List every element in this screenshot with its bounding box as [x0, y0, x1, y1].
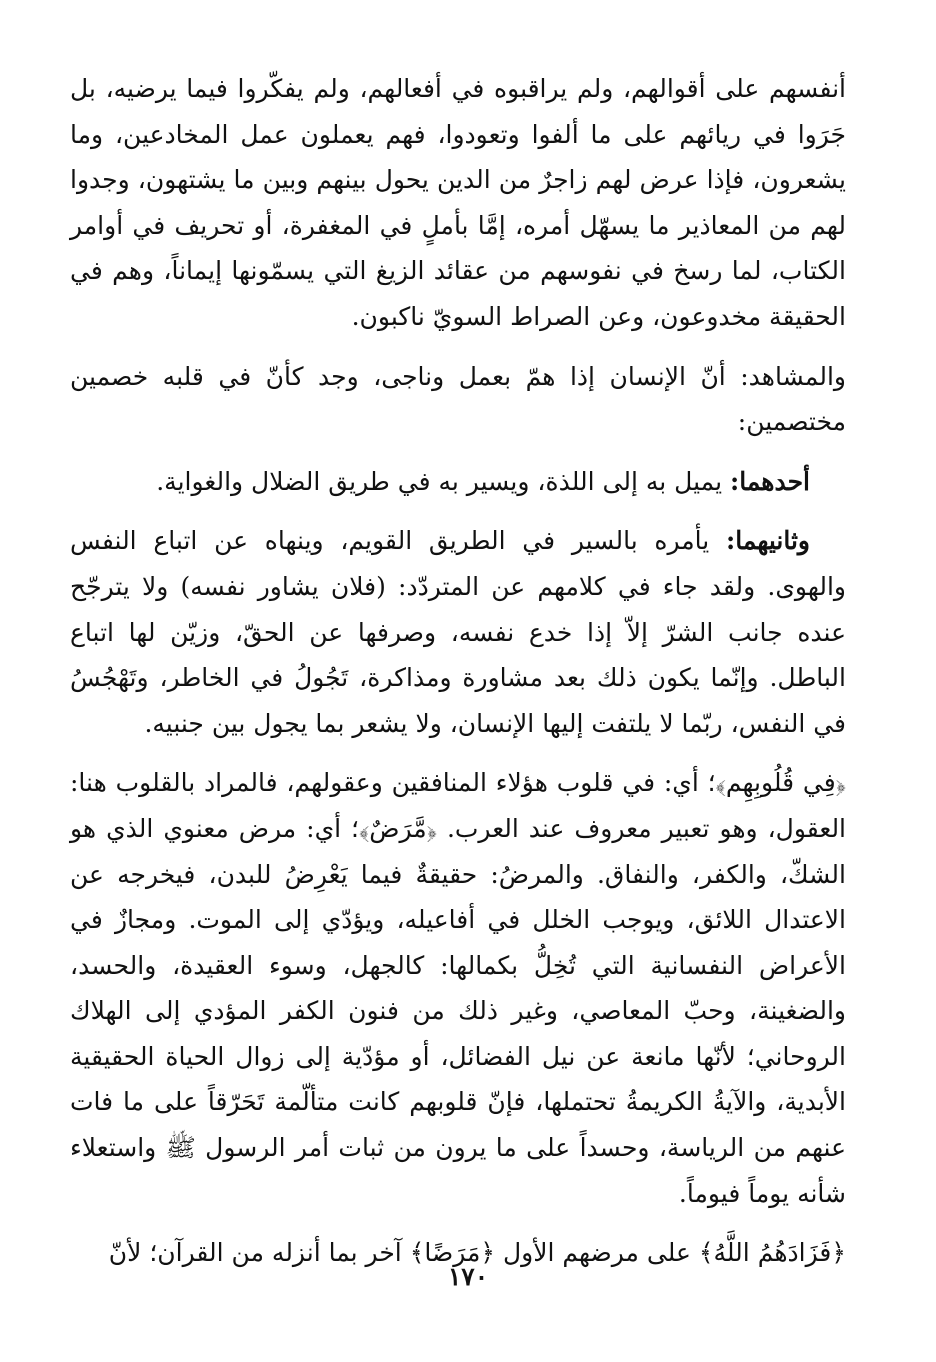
text-line: والمشاهد: أنّ الإنسان إذا همّ بعمل وناجى، وجد كأنّ في قلبه خصمين — [70, 361, 846, 391]
text-line: الاعتدال اللائق، ويوجب الخلل في أفاعيله، ويؤدّي إلى الموت. ومجازٌ في — [70, 905, 846, 935]
paragraph-second-one — [70, 518, 846, 746]
text-line: ولقد جاء في كلامهم عن المتردّد: (فلان يشاور نفسه) ولا يترجّح عنده جانب — [70, 571, 847, 647]
paragraph-1 — [70, 66, 846, 340]
bold-lead: وثانيهما: — [726, 526, 810, 556]
text-line: ﴿فَزَادَهُمُ اللَّهُ﴾ على مرضهم الأول ﴿مَرَضًا﴾ آخر بما أنزله من القرآن؛ لأنّ — [108, 1238, 846, 1268]
paragraph-2 — [70, 354, 846, 445]
text-line: الروحاني؛ لأنّها مانعة عن نيل الفضائل، أو مؤدّية إلى زوال الحياة الحقيقية — [70, 1041, 846, 1071]
text-line: يميل به إلى اللذة، ويسير به في طريق الضلال والغواية. — [156, 466, 730, 496]
text-line: ذلك بعد مشاورة ومذاكرة، تَجُولُ في الخاطر، وتَهْجُسُ في النفس، ربّما لا — [70, 663, 846, 738]
paragraph-in-their-hearts — [70, 760, 846, 1216]
text-line: يوماً فيوماً. — [678, 1178, 790, 1208]
text-line: عنهم من الرياسة، وحسداً على ما يرون من ثبات أمر الرسول ﷺ واستعلاء شأنه — [70, 1133, 846, 1208]
text-line: رسخ في نفوسهم من عقائد الزيغ التي يسمّونها إيماناً، وهم في الحقيقة — [70, 256, 846, 331]
text-line: مختصمين: — [737, 407, 846, 437]
text-line: فإذا عرض لهم زاجرٌ من الدين يحول بينهم وبين ما يشتهون، وجدوا لهم من — [70, 165, 846, 240]
document-page — [70, 66, 846, 1336]
text-line: ﴿فِي قُلُوبِهِم﴾؛ أي: في قلوب هؤلاء المنافقين وعقولهم، فالمراد بالقلوب — [115, 768, 846, 798]
bold-lead: أحدهما: — [729, 466, 810, 496]
text-line: والضغينة، وحبّ المعاصي، وغير ذلك من فنون الكفر المؤدي إلى الهلاك — [70, 996, 846, 1026]
text-line: يلتفت إليها الإنسان، ولا يشعر بما يجول بين جنبيه. — [144, 708, 652, 738]
text-line: الأعراض النفسانية التي تُخِلُّ بكمالها: كالجهل، وسوء العقيدة، والحسد، — [70, 950, 846, 980]
text-line: الأبدية، والآيةُ الكريمةُ تحتملها، فإنّ قلوبهم كانت متألّمة تَحَرّقاً على ما فات — [70, 1087, 846, 1117]
text-line: أنفسهم على أقوالهم، ولم يراقبوه في أفعالهم، ولم يفكّروا فيما يرضيه، بل جَرَوا — [70, 74, 847, 149]
text-line: هو الشكّ، والكفر، والنفاق. والمرضُ: حقيقةٌ فيما يَعْرِضُ للبدن، فيخرجه عن — [70, 813, 846, 889]
text-line: الشرّ إلاّ إذا خدع نفسه، وصرفها عن الحقّ، وزيّن لها اتباع الباطل. وإنّما يكون — [70, 617, 846, 693]
text-line: يأمره بالسير في الطريق القويم، وينهاه عن اتباع النفس والهوى. — [70, 526, 846, 601]
text-line: المعاذير ما يسهّل أمره، إمَّا بأملٍ في المغفرة، أو تحريف في أوامر الكتاب، لما — [70, 210, 846, 286]
text-line: هنا: العقول، وهو تعبير معروف عند العرب. ﴿مَّرَضٌ﴾؛ أي: مرض معنوي الذي — [70, 768, 847, 843]
text-line: مخدوعون، وعن الصراط السويّ ناكبون. — [351, 301, 762, 331]
paragraph-first-one — [70, 459, 846, 505]
text-line: في ريائهم على ما ألفوا وتعودوا، فهم يعملون عمل المخادعين، وما يشعرون، — [70, 119, 846, 195]
page-number: ١٧٠ — [447, 1262, 489, 1291]
